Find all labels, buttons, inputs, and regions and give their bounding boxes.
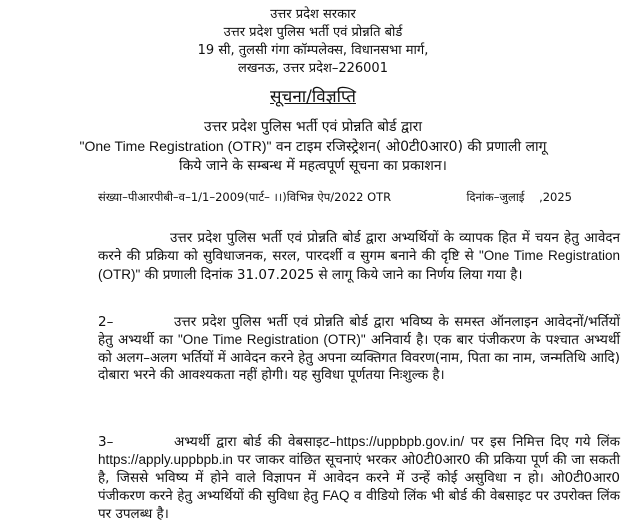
p3-text-end: व वीडियो लिंक भी बोर्ड की वेबसाइट पर उपरोक्त लिंक पर उपलब्ध है।	[98, 488, 620, 522]
board-website-link[interactable]: https://uppbpb.gov.in/	[336, 434, 465, 449]
paragraph-3	[98, 433, 620, 523]
apply-link[interactable]: https://apply.uppbpb.in	[98, 452, 233, 468]
p2-text: उत्तर प्रदेश पुलिस भर्ती एवं प्रोन्नति बोर्ड द्वारा भविष्य के समस्त ऑनलाइन आवेदनों/भर्तियों हेतु अभ्यर्थी का	[98, 314, 620, 349]
reference-line	[98, 190, 572, 205]
govt-name: उत्तर प्रदेश सरकार	[270, 7, 356, 22]
notice-title	[0, 118, 626, 176]
title-line-1: उत्तर प्रदेश पुलिस भर्ती एवं प्रोन्नति बोर्ड द्वारा	[204, 119, 422, 135]
notice-heading	[0, 88, 626, 106]
reference-number: संख्या–पीआरपीबी–व–1/1–2009(पार्ट– ।।)विभिन्न ऐप/2022 OTR	[98, 190, 392, 204]
board-name: उत्तर प्रदेश पुलिस भर्ती एवं प्रोन्नति बोर्ड	[223, 25, 403, 40]
letterhead	[0, 6, 626, 78]
p2-otr: "One Time Registration (OTR)"	[178, 332, 366, 348]
reference-date: दिनांक–जुलाई ,2025	[466, 190, 572, 204]
p3-text-3: पर जाकर वांछित सूचनाएं भरकर ओ0टी0आर0 की प्रकिया पूर्ण की जा सकती है, जिससे भविष्य में होने वाले विज्ञापन में आवेदन करने में उन्हें कोई असुविधा न हो। ओ0टी0आर0 पंजीकरण करने हेतु अभ्यर्थियों की सुविधा हेतु	[98, 452, 620, 505]
paragraph-1	[98, 230, 620, 284]
otr-english: "One Time Registration (OTR)"	[79, 138, 272, 154]
city-line: लखनऊ, उत्तर प्रदेश–226001	[238, 61, 388, 76]
otr-hindi: वन टाइम रजिस्ट्रेशन( ओ0टी0आर0) की प्रणाली लागू	[271, 139, 547, 155]
p1-text: उत्तर प्रदेश पुलिस भर्ती एवं प्रोन्नति बोर्ड द्वारा अभ्यर्थियों के व्यापक हित में चयन हेतु आवेदन करने की प्रक्रिया को सुविधाजनक, सरल, पारदर्शी व सुगम बनाने की दृष्टि से	[98, 230, 620, 265]
p3-text-2: पर इस निमित्त दिए गये लिंक	[464, 434, 620, 450]
p2-text-end: अनिवार्य है। एक बार पंजीकरण के पश्चात अभ्यर्थी को अलग–अलग भर्तियों में आवेदन करने हेतु अपना व्यक्तिगत विवरण(नाम, पिता का नाम, जन्मतिथि आदि) दोबारा भरने की आवश्यकता नहीं होगी। यह सुविधा पूर्णतया निःशुल्क है।	[98, 332, 620, 384]
faq-text: FAQ	[322, 488, 350, 504]
p1-text-end: की प्रणाली दिनांक 31.07.2025 से लागू किये जाने का निर्णय लिया गया है।	[140, 266, 523, 283]
p2-number: 2–	[98, 314, 114, 330]
p3-text: अभ्यर्थी द्वारा बोर्ड की वेबसाइट–	[174, 434, 337, 450]
paragraph-2	[98, 314, 620, 385]
notice-heading-text: सूचना/विज्ञप्ति	[270, 87, 356, 107]
title-line-2	[0, 137, 626, 157]
address-line: 19 सी, तुलसी गंगा कॉम्पलेक्स, विधानसभा मार्ग,	[197, 43, 429, 58]
p3-number: 3–	[98, 434, 114, 450]
title-line-3: किये जाने के सम्बन्ध में महत्वपूर्ण सूचना का प्रकाशन।	[179, 158, 447, 174]
p1-otr: "One Time Registration (OTR)"	[98, 248, 620, 282]
